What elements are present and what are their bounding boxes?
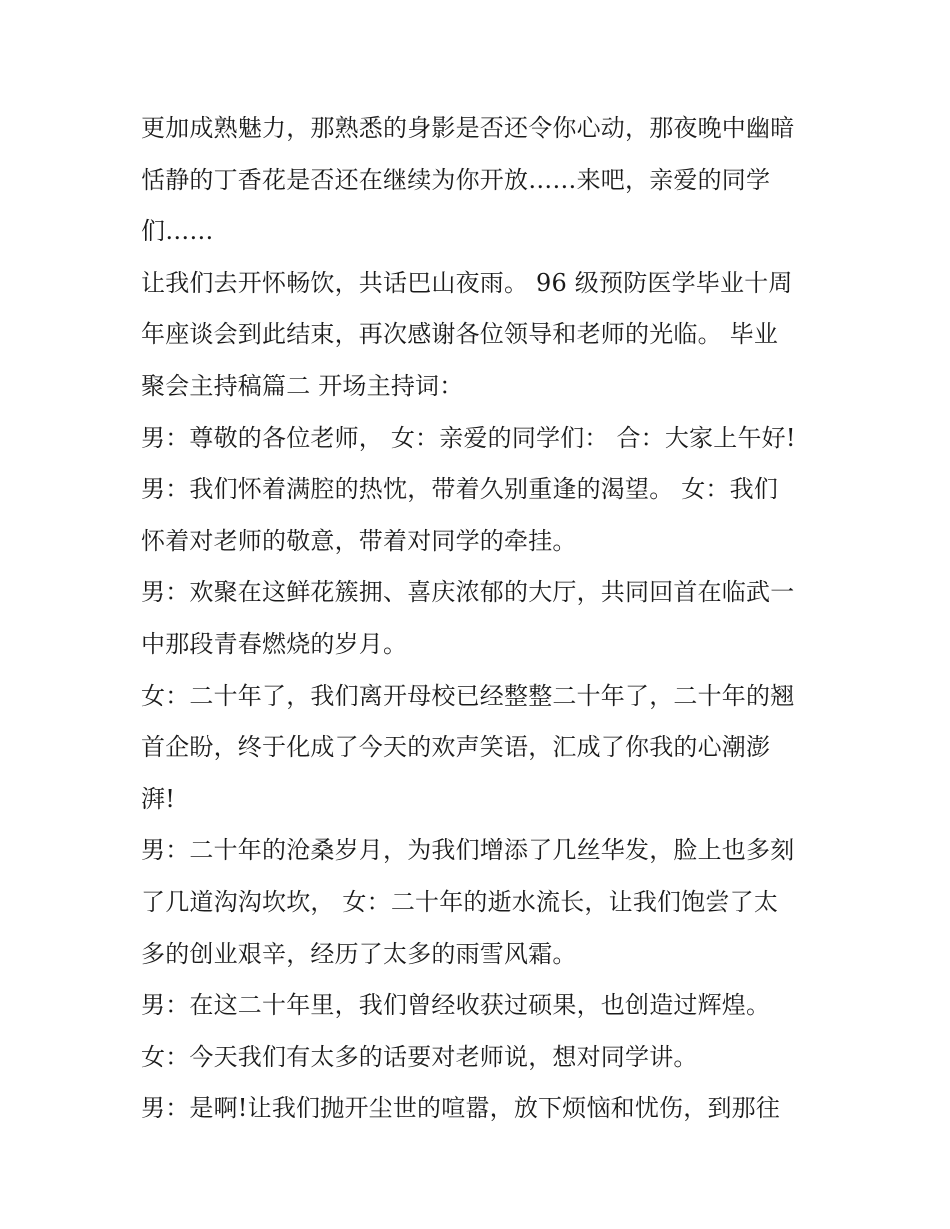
text-line: 男：在这二十年里，我们曾经收获过硕果，也创造过辉煌。 [141,991,771,1020]
text-line: 了几道沟沟坎坎， 女：二十年的逝水流长，让我们饱尝了太 [141,887,779,916]
text-line: 男：欢聚在这鲜花簇拥、喜庆浓郁的大厅，共同回首在临武一 [141,578,795,607]
text-line: 恬静的丁香花是否还在继续为你开放……来吧，亲爱的同学 [141,165,771,194]
text-line: 女：二十年了，我们离开母校已经整整二十年了，二十年的翘 [141,681,795,710]
text-line: 湃! [141,784,176,813]
text-line: 多的创业艰辛，经历了太多的雨雪风霜。 [141,939,577,968]
text-line: 们…… [141,217,214,246]
text-line: 怀着对老师的敬意，带着对同学的牵挂。 [141,526,577,555]
text-line: 男：我们怀着满腔的热忱，带着久别重逢的渴望。 女：我们 [141,475,779,504]
text-line: 让我们去开怀畅饮，共话巴山夜雨。 96 级预防医学毕业十周 [141,268,793,297]
text-line: 年座谈会到此结束，再次感谢各位领导和老师的光临。 毕业 [141,320,779,349]
text-line: 男：是啊!让我们抛开尘世的喧嚣，放下烦恼和忧伤，到那往 [141,1094,781,1123]
text-line: 首企盼，终于化成了今天的欢声笑语，汇成了你我的心潮澎 [141,733,771,762]
text-line: 中那段青春燃烧的岁月。 [141,629,408,658]
document-body [141,103,816,1135]
text-line: 男：尊敬的各位老师， 女：亲爱的同学们： 合：大家上午好! [141,423,796,452]
text-line: 聚会主持稿篇二 开场主持词： [141,371,464,400]
text-line: 女：今天我们有太多的话要对老师说，想对同学讲。 [141,1042,698,1071]
text-line: 男：二十年的沧桑岁月，为我们增添了几丝华发，脸上也多刻 [141,836,795,865]
text-line: 更加成熟魅力，那熟悉的身影是否还令你心动，那夜晚中幽暗 [141,114,795,142]
